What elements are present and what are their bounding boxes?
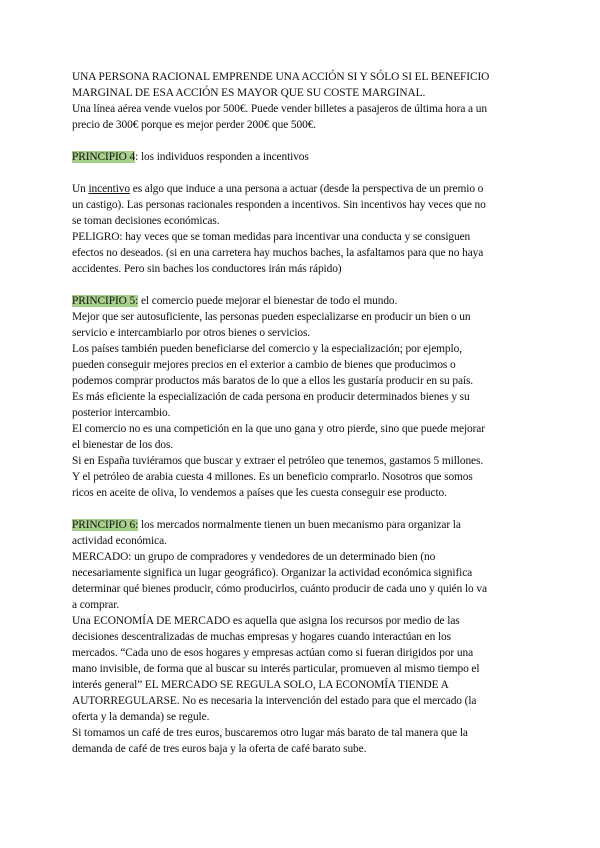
principle-5-line-7: posterior intercambio. bbox=[72, 407, 171, 419]
principle-6-heading bbox=[72, 517, 562, 533]
intro-example-line-2: precio de 300€ porque es mejor perder 200€ que 500€. bbox=[72, 119, 317, 131]
principle-5-line-2: servicio e intercambiarlo por otros bienes o servicios. bbox=[72, 327, 311, 339]
principle-5-title: el comercio puede mejorar el bienestar de todo el mundo. bbox=[138, 295, 398, 307]
principle-5-line-11: Y el petróleo de arabia cuesta 4 millones. Es un beneficio comprarlo. Nosotros que somos bbox=[72, 471, 473, 483]
principle-4-line-4: PELIGRO: hay veces que se toman medidas para incentivar una conducta y se consiguen bbox=[72, 231, 471, 243]
principle-5-line-10: Si en España tuviéramos que buscar y extraer el petróleo que tenemos, gastamos 5 millones. bbox=[72, 455, 484, 467]
incentivo-term: incentivo bbox=[88, 183, 130, 195]
principle-5-line-6: Es más eficiente la especialización de cada persona en producir determinados bienes y su bbox=[72, 391, 470, 403]
principle-6-line-4: determinar qué bienes producir, cómo producirlos, cuánto producir de cada uno y quién lo va bbox=[72, 583, 487, 595]
text-run: Un bbox=[72, 183, 89, 195]
principle-6-line-10: interés general” EL MERCADO SE REGULA SOLO, LA ECONOMÍA TIENDE A bbox=[72, 679, 449, 691]
principle-6-line-6: Una ECONOMÍA DE MERCADO es aquella que asigna los recursos por medio de las bbox=[72, 615, 460, 627]
spacer bbox=[72, 165, 562, 181]
principle-4-line-5: efectos no deseados. (si en una carretera hay muchos baches, la asfaltamos para que no haya bbox=[72, 247, 484, 259]
spacer bbox=[72, 277, 562, 293]
principle-4-title: : los individuos responden a incentivos bbox=[135, 151, 309, 163]
spacer bbox=[72, 133, 562, 149]
principle-6-line-9: mano invisible, de forma que al buscar su interés particular, promueven al mismo tiempo el bbox=[72, 663, 480, 675]
principle-6-line-11: AUTORREGULARSE. No es necesaria la intervención del estado para que el mercado (la bbox=[72, 695, 477, 707]
principle-6-line-1: actividad económica. bbox=[72, 535, 167, 547]
principle-6-line-8: mercados. “Cada uno de esos hogares y empresas actúan como si fueran dirigidos por una bbox=[72, 647, 474, 659]
principle-5-line-3: Los países también pueden beneficiarse del comercio y la especialización; por ejemplo, bbox=[72, 343, 462, 355]
principle-5-line-1: Mejor que ser autosuficiente, las personas pueden especializarse en producir un bien o un bbox=[72, 311, 471, 323]
principle-6-label: PRINCIPIO 6: bbox=[72, 519, 139, 531]
principle-4-label: PRINCIPIO 4 bbox=[72, 151, 136, 163]
principle-4-heading bbox=[72, 149, 562, 165]
principle-5-label: PRINCIPIO 5: bbox=[72, 295, 139, 307]
principle-5-line-5: podemos comprar productos más baratos de lo que a ellos les gustaría producir en su país. bbox=[72, 375, 474, 387]
principle-5-line-4: pueden conseguir mejores precios en el exterior a cambio de bienes que producimos o bbox=[72, 359, 456, 371]
principle-6-line-7: decisiones descentralizadas de muchas empresas y hogares cuando interactúan en los bbox=[72, 631, 451, 643]
principle-5-heading bbox=[72, 293, 562, 309]
principle-4-line-6: accidentes. Pero sin baches los conductores irán más rápido) bbox=[72, 263, 342, 275]
principle-4-line-3: se toman decisiones económicas. bbox=[72, 215, 220, 227]
intro-example-line-1: Una línea aérea vende vuelos por 500€. Puede vender billetes a pasajeros de última hora a un bbox=[72, 103, 487, 115]
text-run: es algo que induce a una persona a actuar (desde la perspectiva de un premio o bbox=[129, 183, 484, 195]
principle-6-line-3: necesariamente significa un lugar geográfico). Organizar la actividad económica significa bbox=[72, 567, 473, 579]
intro-title-line-2: MARGINAL DE ESA ACCIÓN ES MAYOR QUE SU COSTE MARGINAL. bbox=[72, 87, 426, 99]
principle-6-line-13: Si tomamos un café de tres euros, buscaremos otro lugar más barato de tal manera que la bbox=[72, 727, 468, 739]
principle-5-line-9: el bienestar de los dos. bbox=[72, 439, 174, 451]
principle-4-line-2: un castigo). Las personas racionales responden a incentivos. Sin incentivos hay veces que no bbox=[72, 199, 486, 211]
principle-6-line-5: a comprar. bbox=[72, 599, 120, 611]
principle-6-line-12: oferta y la demanda) se regule. bbox=[72, 711, 210, 723]
principle-6-title: los mercados normalmente tienen un buen mecanismo para organizar la bbox=[138, 519, 461, 531]
principle-5-line-8: El comercio no es una competición en la que uno gana y otro pierde, sino que puede mejorar bbox=[72, 423, 485, 435]
principle-6-line-14: demanda de café de tres euros baja y la oferta de café barato sube. bbox=[72, 743, 367, 755]
principle-5-line-12: ricos en aceite de oliva, lo vendemos a países que les cuesta conseguir ese producto. bbox=[72, 487, 447, 499]
spacer bbox=[72, 501, 562, 517]
principle-4-line-1 bbox=[72, 181, 562, 197]
intro-title-line-1: UNA PERSONA RACIONAL EMPRENDE UNA ACCIÓN SI Y SÓLO SI EL BENEFICIO bbox=[72, 71, 490, 83]
principle-6-line-2: MERCADO: un grupo de compradores y vendedores de un determinado bien (no bbox=[72, 551, 436, 563]
